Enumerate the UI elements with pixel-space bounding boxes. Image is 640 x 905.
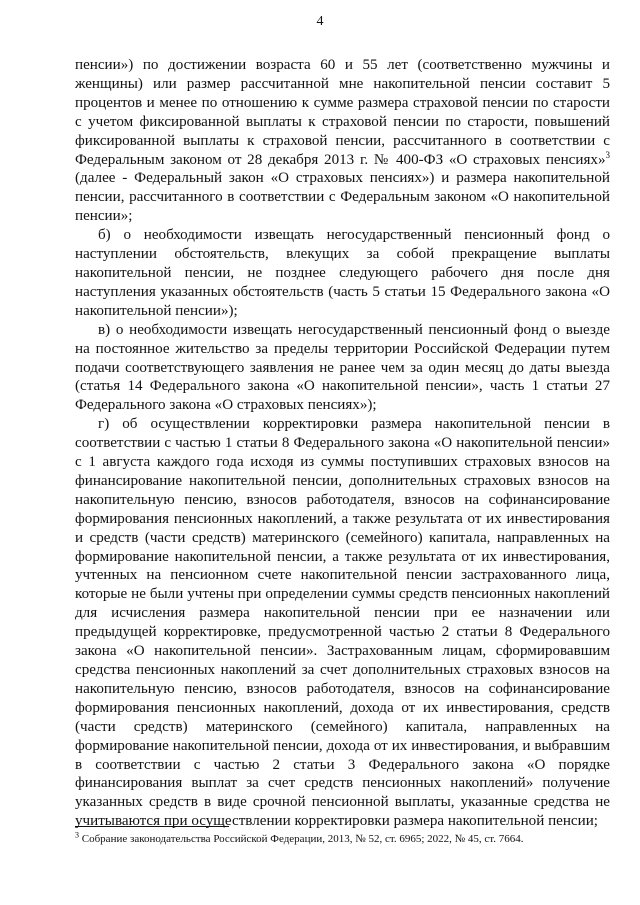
- paragraph-item-v: в) о необходимости извещать негосударственный пенсионный фонд о выезде на постоянное жительство за пределы территории Российской Федерации путем подачи соответствующего заявления не ранее чем за один месяц до даты выезда (статья 14 Федерального закона «О накопительной пенсии», часть 1 статьи 27 Федерального закона «О страховых пенсиях»);: [75, 321, 610, 414]
- paragraph-text: (далее - Федеральный закон «О страховых пенсиях») и размера накопительной пенсии, рассчитанного в соответствии с Федеральным законом «О накопительной пенсии»;: [75, 170, 610, 225]
- paragraph-item-b: б) о необходимости извещать негосударственный пенсионный фонд о наступлении обстоятельств, влекущих за собой прекращение выплаты накопительной пенсии, не позднее следующего рабочего дня после дня наступления указанных обстоятельств (часть 5 статьи 15 Федерального закона «О накопительной пенсии»);: [75, 227, 610, 319]
- document-body: [75, 56, 610, 831]
- footnote-text: Собрание законодательства Российской Федерации, 2013, № 52, ст. 6965; 2022, № 45, ст. 7664.: [79, 833, 524, 845]
- paragraph-continuation: [75, 56, 610, 226]
- paragraph-text: пенсии») по достижении возраста 60 и 55 лет (соответственно мужчины и женщины) или размер рассчитанной мне накопительной пенсии составит 5 процентов и менее по отношению к сумме размера страховой пенсии по старости с учетом фиксированной выплаты к страховой пенсии по старости, повышений фиксированной выплаты к страховой пенсии, рассчитанного в соответствии с Федеральным законом от 28 декабря 2013 г. № 400-ФЗ «О страховых пенсиях»: [75, 57, 610, 168]
- footnote: [75, 832, 610, 846]
- footnote-reference[interactable]: 3: [605, 149, 610, 160]
- page-number: 4: [316, 14, 324, 29]
- paragraph-item-g: г) об осуществлении корректировки размера накопительной пенсии в соответствии с частью 1 статьи 8 Федерального закона «О накопительной пенсии» с 1 августа каждого года исходя из суммы поступивших страховых взносов на финансирование накопительной пенсии, дополнительных страховых взносов на накопительную пенсию, взносов работодателя, взносов на софинансирование формирования пенсионных накоплений, а также результата от их инвестирования и средств (части средств) материнского (семейного) капитала, направленных на формирование накопительной пенсии, а также результата от их инвестирования, учтенных на пенсионном счете накопительной пенсии застрахованного лица, которые не были учтены при определении суммы средств пенсионных накоплений для исчисления размера накопительной пенсии при ее назначении или предыдущей корректировке, предусмотренной частью 2 статьи 8 Федерального закона «О накопительной пенсии». Застрахованным лицам, сформировавшим средства пенсионных накоплений за счет дополнительных страховых взносов на накопительную пенсию, взносов работодателя, взносов на софинансирование формирования пенсионных накоплений, дохода от их инвестирования, средств (части средств) материнского (семейного) капитала, направленных на формирование накопительной пенсии, дохода от их инвестирования, и выбравшим в соответствии с частью 2 статьи 3 Федерального закона «О порядке финансирования выплат за счет средств пенсионных накоплений» получение указанных средств в виде срочной пенсионной выплаты, указанные средства не учитываются при осуществлении корректировки размера накопительной пенсии;: [75, 416, 610, 830]
- footnote-marker: 3: [75, 830, 79, 840]
- footnote-divider: [75, 826, 229, 827]
